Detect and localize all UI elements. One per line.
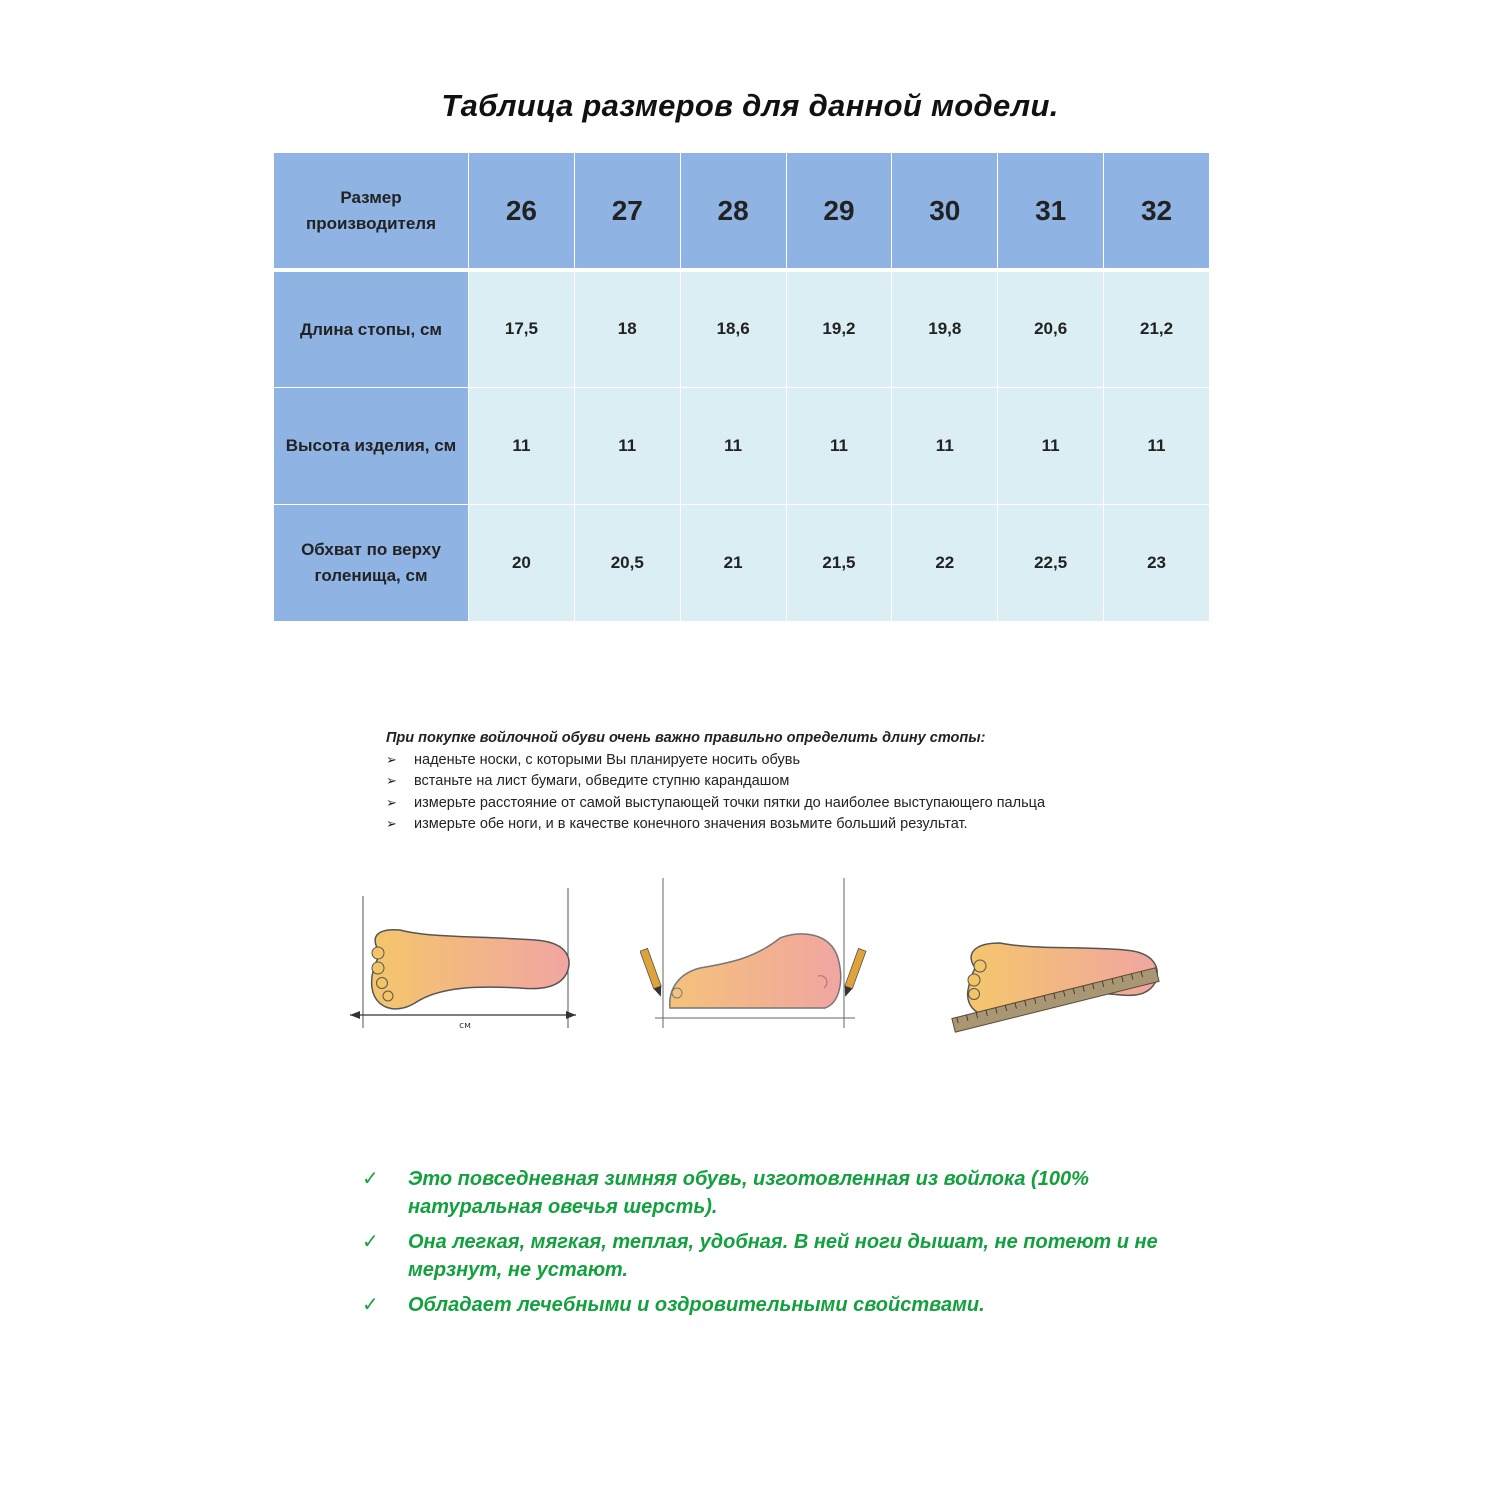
table-cell: 21,5 — [786, 504, 892, 621]
feature-text: Обладает лечебными и оздровительными свойствами. — [408, 1294, 985, 1316]
table-cell: 17,5 — [469, 270, 575, 387]
size-31: 31 — [998, 153, 1104, 271]
size-table — [273, 152, 1210, 622]
list-item-text: наденьте носки, с которыми Вы планируете носить обувь — [414, 751, 801, 768]
table-cell: 18 — [574, 270, 680, 387]
table-cell: 11 — [998, 387, 1104, 504]
instructions-list — [386, 749, 1186, 835]
page-title: Таблица размеров для данной модели. — [441, 88, 1059, 123]
foot-ruler-icon — [940, 868, 1170, 1038]
table-cell: 23 — [1104, 504, 1210, 621]
row-product-height — [274, 387, 1210, 504]
table-cell: 19,2 — [786, 270, 892, 387]
foot-side-illustration — [640, 868, 870, 1038]
feature-text: Она легкая, мягкая, теплая, удобная. В ней ноги дышат, не потеют и не мерзнут, не устают. — [408, 1231, 1158, 1281]
row-label: Длина стопы, см — [274, 270, 469, 387]
list-item — [386, 771, 1186, 793]
checkmark-icon: ✓ — [362, 1231, 379, 1253]
measurement-instructions — [386, 730, 1186, 835]
row-top-girth — [274, 504, 1210, 621]
size-header-row — [274, 153, 1210, 271]
table-cell: 20,6 — [998, 270, 1104, 387]
list-item — [386, 749, 1186, 771]
table-cell: 18,6 — [680, 270, 786, 387]
features-list — [362, 1165, 1182, 1326]
list-item — [362, 1228, 1182, 1284]
table-cell: 11 — [680, 387, 786, 504]
size-26: 26 — [469, 153, 575, 271]
feature-text: Это повседневная зимняя обувь, изготовленная из войлока (100% натуральная овечья шерсть). — [408, 1168, 1089, 1218]
list-item — [362, 1165, 1182, 1221]
row-label: Обхват по верху голенища, см — [274, 504, 469, 621]
foot-outline-illustration — [340, 868, 590, 1038]
table-cell: 20 — [469, 504, 575, 621]
table-cell: 11 — [574, 387, 680, 504]
foot-outline-icon — [340, 868, 590, 1038]
instructions-lead: При покупке войлочной обуви очень важно правильно определить длину стопы: — [386, 730, 986, 746]
row-foot-length — [274, 270, 1210, 387]
checkmark-icon: ✓ — [362, 1168, 379, 1190]
foot-side-pencils-icon — [640, 868, 870, 1038]
unit-label: см — [459, 1021, 471, 1031]
list-item-text: измерьте расстояние от самой выступающей точки пятки до наиболее выступающего пальца — [414, 794, 1046, 811]
list-item — [386, 792, 1186, 814]
arrowhead-icon: ➢ — [386, 794, 397, 810]
table-cell: 21,2 — [1104, 270, 1210, 387]
size-32: 32 — [1104, 153, 1210, 271]
table-cell: 11 — [786, 387, 892, 504]
table-cell: 20,5 — [574, 504, 680, 621]
header-label: Размер производителя — [274, 153, 469, 271]
list-item-text: встаньте на лист бумаги, обведите ступню карандашом — [414, 773, 790, 790]
list-item — [386, 814, 1186, 836]
checkmark-icon: ✓ — [362, 1294, 379, 1316]
size-28: 28 — [680, 153, 786, 271]
table-cell: 11 — [469, 387, 575, 504]
row-label: Высота изделия, см — [274, 387, 469, 504]
arrowhead-icon: ➢ — [386, 816, 397, 832]
size-30: 30 — [892, 153, 998, 271]
arrowhead-icon: ➢ — [386, 773, 397, 789]
arrowhead-icon: ➢ — [386, 751, 397, 767]
size-29: 29 — [786, 153, 892, 271]
list-item — [362, 1291, 1182, 1319]
foot-ruler-illustration — [940, 868, 1170, 1038]
table-cell: 11 — [892, 387, 998, 504]
size-27: 27 — [574, 153, 680, 271]
table-cell: 21 — [680, 504, 786, 621]
table-cell: 19,8 — [892, 270, 998, 387]
list-item-text: измерьте обе ноги, и в качестве конечного значения возьмите больший результат. — [414, 816, 968, 833]
table-cell: 11 — [1104, 387, 1210, 504]
table-cell: 22,5 — [998, 504, 1104, 621]
table-cell: 22 — [892, 504, 998, 621]
